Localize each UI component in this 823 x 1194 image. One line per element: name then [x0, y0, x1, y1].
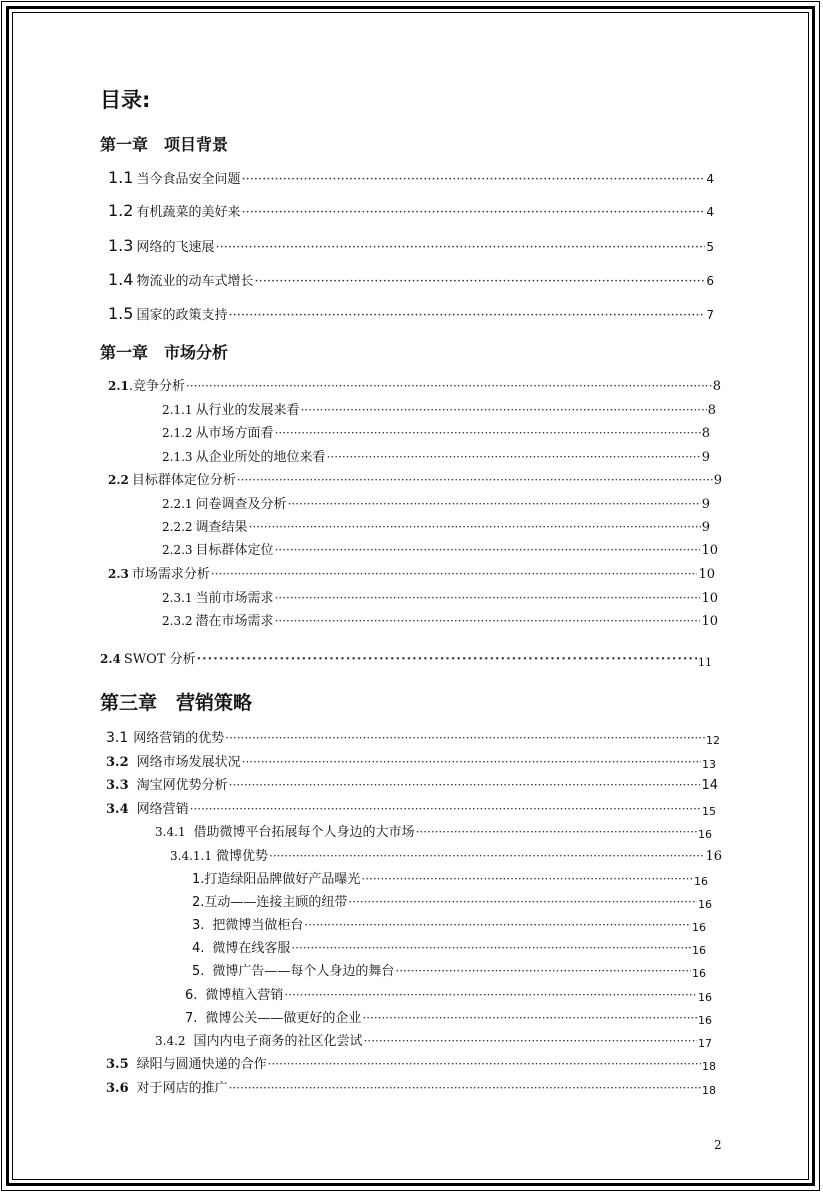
entry-number: 2.3.1 — [162, 591, 193, 605]
entry-number: 2.2.1 — [162, 497, 193, 511]
toc-entry-2-2[interactable] — [108, 469, 722, 488]
entry-page: 10 — [701, 543, 718, 558]
toc-entry-1-3[interactable] — [108, 236, 714, 255]
entry-number: 2.1.2 — [162, 426, 193, 440]
entry-number: 1.1 — [108, 168, 134, 187]
toc-entry-2-4[interactable] — [100, 648, 712, 667]
entry-page: 11 — [698, 656, 712, 669]
entry-label: 从行业的发展来看 — [195, 403, 300, 418]
toc-title: 目录: — [100, 88, 151, 112]
entry-number: 3.4 — [106, 802, 129, 817]
entry-label: 网络营销 — [136, 802, 189, 817]
entry-page: 17 — [698, 1037, 712, 1050]
dot-leader — [416, 825, 697, 839]
toc-entry-2-1-3[interactable] — [162, 446, 710, 465]
toc-entry-2-1-1[interactable] — [162, 399, 716, 418]
dot-leader — [275, 543, 701, 557]
entry-page: 18 — [702, 1060, 716, 1073]
entry-number: 3.4.1.1 — [170, 849, 212, 863]
entry-page: 4 — [706, 205, 714, 219]
entry-label: 当前市场需求 — [195, 591, 274, 606]
entry-page: 16 — [698, 1014, 712, 1027]
entry-label: 微博优势 — [215, 849, 268, 864]
toc-entry-1-2[interactable] — [108, 201, 714, 220]
entry-number: 1.3 — [108, 236, 134, 255]
toc-entry-2-3-2[interactable] — [162, 610, 718, 629]
entry-page: 16 — [692, 944, 706, 957]
entry-number: 1.2 — [108, 201, 134, 220]
dot-leader — [291, 941, 691, 955]
toc-entry-2-3-1[interactable] — [162, 587, 718, 606]
dot-leader — [269, 849, 704, 863]
entry-page: 13 — [702, 758, 716, 771]
entry-page: 15 — [702, 805, 716, 818]
entry-page: 10 — [701, 591, 718, 606]
entry-label: 目标群体定位分析 — [131, 473, 236, 488]
dot-leader — [237, 473, 713, 487]
toc-entry-3-3[interactable] — [106, 774, 718, 793]
toc-entry-2-3[interactable] — [108, 563, 715, 582]
entry-page: 16 — [692, 921, 706, 934]
entry-page: 9 — [701, 450, 710, 465]
dot-leader — [211, 567, 698, 581]
entry-number: 2.1.1 — [162, 403, 193, 417]
toc-entry-3-2[interactable] — [106, 751, 716, 770]
entry-label: 从企业所处的地位来看 — [195, 450, 326, 465]
entry-number: 2.3.2 — [162, 614, 193, 628]
entry-page: 18 — [702, 1084, 716, 1097]
dot-leader — [241, 172, 705, 187]
entry-label: 借助微博平台拓展每个人身边的大市场 — [193, 825, 415, 840]
entry-page: 16 — [694, 875, 708, 888]
toc-entry-item-5[interactable] — [192, 960, 706, 979]
entry-number: 3.2 — [106, 755, 129, 770]
entry-page: 10 — [698, 567, 715, 582]
toc-entry-item-6[interactable] — [185, 984, 712, 1003]
dot-leader — [241, 205, 705, 220]
entry-label: 网络的飞速展 — [136, 240, 215, 255]
entry-number: 2.1.3 — [162, 450, 193, 464]
entry-page: 9 — [713, 473, 722, 488]
entry-label: SWOT 分析 — [123, 652, 196, 667]
entry-number: 7. — [185, 1011, 198, 1026]
entry-number: 2. — [192, 895, 205, 910]
entry-page: 8 — [701, 426, 710, 441]
dot-leader — [242, 755, 701, 769]
entry-label: 国内内电子商务的社区化尝试 — [193, 1034, 363, 1049]
entry-page: 9 — [701, 520, 710, 535]
entry-number: 3.1 — [106, 730, 129, 746]
entry-page: 8 — [707, 403, 716, 418]
chapter-heading-2: 第一章 市场分析 — [100, 343, 229, 362]
chapter-heading-1: 第一章 项目背景 — [100, 135, 229, 154]
toc-entry-3-4-1-1[interactable] — [170, 845, 722, 864]
dot-leader — [348, 895, 697, 909]
entry-label: 当今食品安全问题 — [136, 172, 241, 187]
dot-leader — [361, 872, 693, 886]
entry-label: .竞争分析 — [128, 379, 186, 394]
entry-label: 调查结果 — [195, 520, 248, 535]
entry-page: 14 — [701, 778, 718, 793]
dot-leader — [229, 1081, 701, 1095]
entry-label: 市场需求分析 — [131, 567, 210, 582]
entry-page: 5 — [706, 240, 714, 254]
entry-label: 网络营销的优势 — [133, 731, 225, 746]
entry-label: 淘宝网优势分析 — [136, 778, 228, 793]
entry-label: 问卷调查及分析 — [195, 497, 287, 512]
toc-entry-3-4[interactable] — [106, 798, 716, 817]
dot-leader — [268, 1057, 701, 1071]
dot-leader — [275, 614, 701, 628]
toc-entry-3-5[interactable] — [106, 1053, 716, 1072]
entry-page: 16 — [698, 828, 712, 841]
entry-page: 16 — [705, 849, 722, 864]
entry-number: 1.4 — [108, 270, 134, 289]
toc-entry-item-1[interactable] — [192, 868, 708, 887]
entry-number: 2.2.2 — [162, 520, 193, 534]
entry-page: 12 — [706, 734, 720, 747]
entry-label: 微博在线客服 — [212, 941, 291, 956]
toc-entry-3-6[interactable] — [106, 1077, 716, 1096]
toc-entry-2-2-3[interactable] — [162, 539, 718, 558]
entry-page: 16 — [698, 898, 712, 911]
toc-entry-2-1-2[interactable] — [162, 422, 710, 441]
dot-leader — [304, 918, 691, 932]
toc-entry-3-4-2[interactable] — [155, 1030, 712, 1049]
toc-entry-item-2[interactable] — [192, 891, 712, 910]
entry-label: 对于网店的推广 — [136, 1081, 228, 1096]
entry-label: 微博广告——每个人身边的舞台 — [212, 964, 395, 979]
entry-page: 8 — [712, 379, 721, 394]
toc-entry-2-2-2[interactable] — [162, 516, 710, 535]
entry-number: 2.2.3 — [162, 543, 193, 557]
entry-number: 3. — [192, 918, 205, 933]
dot-leader — [275, 426, 701, 440]
entry-label: 潜在市场需求 — [195, 614, 274, 629]
toc-entry-item-3[interactable] — [192, 914, 706, 933]
entry-page: 7 — [706, 308, 714, 322]
entry-label: 有机蔬菜的美好来 — [136, 205, 241, 220]
toc-entry-item-7[interactable] — [185, 1007, 712, 1026]
entry-number: 2.3 — [108, 567, 129, 581]
entry-number: 6. — [185, 988, 198, 1003]
entry-label: 从市场方面看 — [195, 426, 274, 441]
entry-number: 3.4.2 — [155, 1034, 186, 1048]
toc-entry-1-5[interactable] — [108, 304, 714, 323]
dot-leader — [186, 379, 712, 393]
toc-entry-3-1[interactable] — [106, 727, 720, 746]
chapter-heading-3: 第三章 营销策略 — [100, 692, 253, 714]
dot-leader — [284, 988, 697, 1002]
entry-label: 互动——连接主顾的纽带 — [204, 895, 348, 910]
entry-page: 6 — [706, 274, 714, 288]
entry-page: 16 — [698, 991, 712, 1004]
entry-label: 绿阳与圆通快递的合作 — [136, 1057, 267, 1072]
toc-entry-1-1[interactable] — [108, 168, 714, 187]
entry-label: 国家的政策支持 — [136, 308, 228, 323]
entry-number: 1.5 — [108, 304, 134, 323]
entry-page: 9 — [701, 497, 710, 512]
entry-number: 5. — [192, 964, 205, 979]
entry-page: 16 — [692, 967, 706, 980]
toc-entry-1-4[interactable] — [108, 270, 714, 289]
dot-leader — [197, 652, 697, 667]
dot-leader — [395, 964, 691, 978]
page-number: 2 — [714, 1138, 722, 1152]
dot-leader — [228, 308, 705, 323]
dot-leader — [190, 802, 701, 816]
toc-entry-3-4-1[interactable] — [155, 821, 712, 840]
entry-label: 微博公关——做更好的企业 — [205, 1011, 362, 1026]
dot-leader — [275, 591, 701, 605]
entry-label: 打造绿阳品牌做好产品曝光 — [204, 872, 361, 887]
dot-leader — [364, 1034, 697, 1048]
dot-leader — [254, 274, 705, 289]
toc-entry-2-2-1[interactable] — [162, 493, 710, 512]
entry-label: 物流业的动车式增长 — [136, 274, 254, 289]
dot-leader — [225, 731, 705, 745]
entry-number: 2.1 — [108, 379, 129, 393]
entry-label: 网络市场发展状况 — [136, 755, 241, 770]
entry-number: 3.4.1 — [155, 825, 186, 839]
dot-leader — [229, 778, 701, 792]
entry-label: 微博植入营销 — [205, 988, 284, 1003]
entry-number: 4. — [192, 941, 205, 956]
entry-label: 把微博当做柜台 — [212, 918, 304, 933]
entry-number: 3.6 — [106, 1081, 129, 1096]
dot-leader — [249, 520, 701, 534]
entry-number: 3.3 — [106, 778, 129, 793]
toc-entry-2-1[interactable] — [108, 375, 721, 394]
dot-leader — [327, 450, 701, 464]
dot-leader — [362, 1011, 697, 1025]
entry-number: 1. — [192, 872, 205, 887]
entry-number: 2.4 — [100, 652, 121, 666]
dot-leader — [215, 240, 705, 255]
entry-label: 目标群体定位 — [195, 543, 274, 558]
entry-number: 2.2 — [108, 473, 129, 487]
dot-leader — [301, 403, 707, 417]
entry-number: 3.5 — [106, 1057, 129, 1072]
dot-leader — [288, 497, 701, 511]
entry-page: 4 — [706, 172, 714, 186]
toc-entry-item-4[interactable] — [192, 937, 706, 956]
entry-page: 10 — [701, 614, 718, 629]
